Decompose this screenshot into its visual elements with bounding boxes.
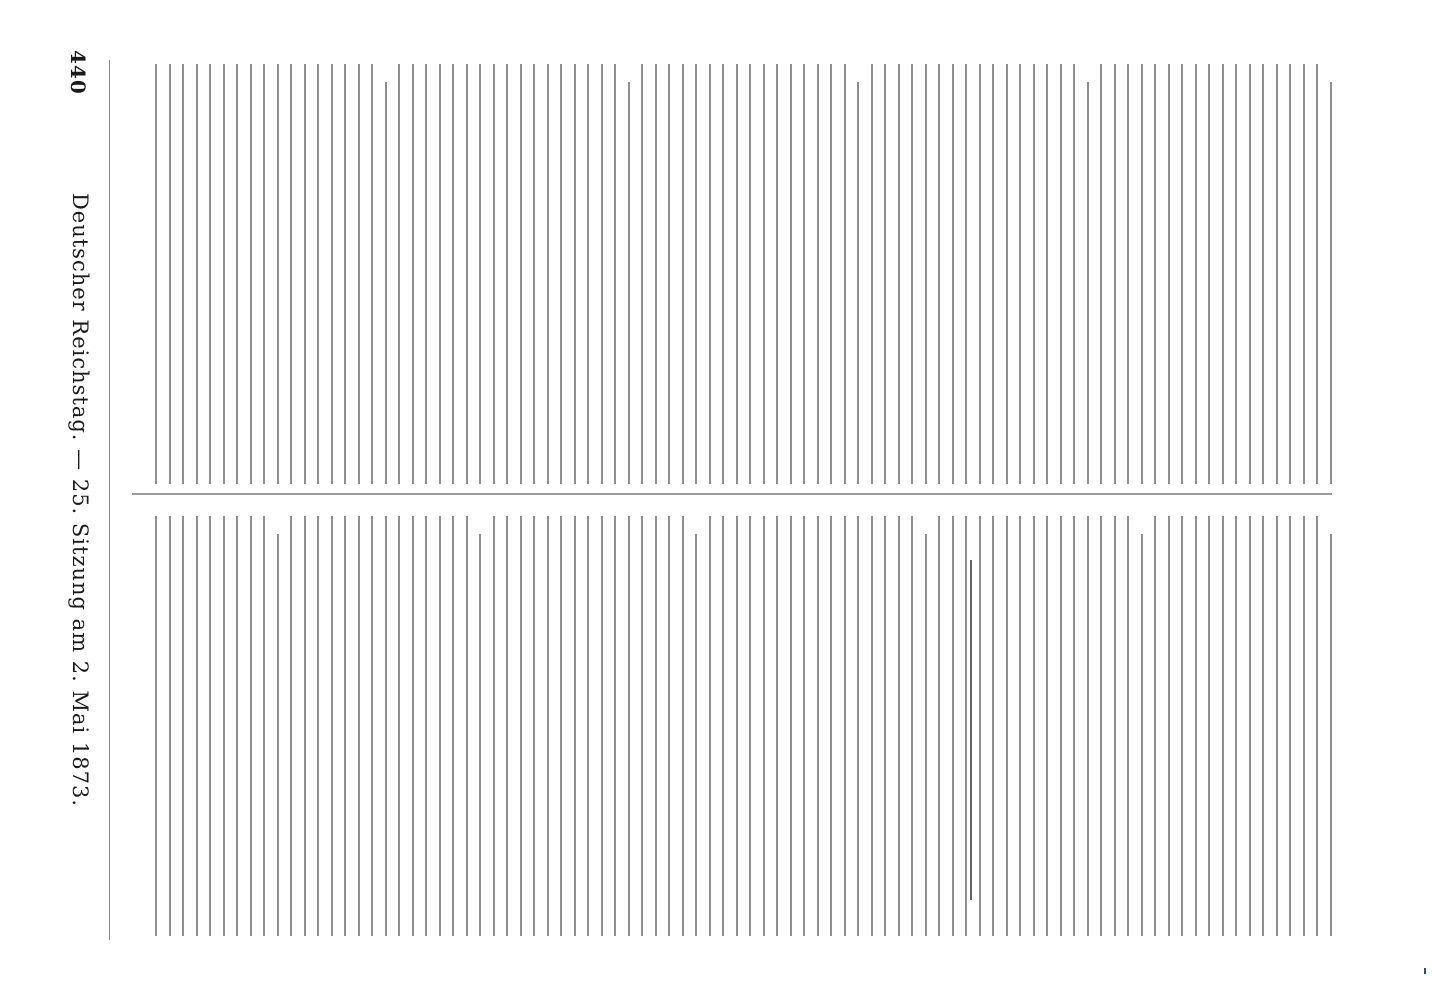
text-line (426, 64, 428, 484)
text-line (1101, 64, 1103, 484)
text-line (561, 516, 563, 936)
text-line (1006, 516, 1008, 936)
text-line (925, 534, 927, 936)
text-line (1128, 516, 1130, 936)
text-line (1114, 64, 1116, 484)
text-line (534, 64, 536, 484)
text-line (844, 516, 846, 936)
text-line (1182, 516, 1184, 936)
text-line (291, 64, 293, 484)
text-line (1033, 64, 1035, 484)
text-line (277, 64, 279, 484)
text-line (682, 516, 684, 936)
text-line (1303, 516, 1305, 936)
text-line (1330, 534, 1332, 936)
text-line (655, 516, 657, 936)
text-line (547, 516, 549, 936)
text-line (223, 64, 225, 484)
text-line (655, 64, 657, 484)
text-line (547, 64, 549, 484)
text-line (1290, 516, 1292, 936)
dfg-logo (1424, 968, 1426, 974)
text-line (669, 64, 671, 484)
text-line (561, 64, 563, 484)
text-line (763, 516, 765, 936)
page-header (50, 30, 110, 970)
text-line (1222, 516, 1224, 936)
text-line (574, 516, 576, 936)
text-line (1236, 64, 1238, 484)
text-line (534, 516, 536, 936)
text-line (1114, 516, 1116, 936)
text-line (399, 64, 401, 484)
text-column-right (132, 516, 1332, 936)
text-line (1020, 64, 1022, 484)
text-line (345, 516, 347, 936)
text-line (817, 516, 819, 936)
text-line (669, 516, 671, 936)
text-line (1006, 64, 1008, 484)
text-line (979, 516, 981, 936)
text-line (1141, 534, 1143, 936)
text-line (615, 64, 617, 484)
text-line (1317, 64, 1319, 484)
text-line (1047, 516, 1049, 936)
column-rule (132, 493, 1332, 495)
text-line (1249, 516, 1251, 936)
text-line (210, 516, 212, 936)
text-line (358, 64, 360, 484)
text-line (372, 516, 374, 936)
text-line (993, 64, 995, 484)
text-line (750, 64, 752, 484)
text-line (1087, 516, 1089, 936)
text-line (885, 516, 887, 936)
running-head: Deutscher Reichstag. — 25. Sitzung am 2. Mai 1873. (68, 192, 92, 808)
text-line (1168, 64, 1170, 484)
text-line (1263, 64, 1265, 484)
text-line (426, 516, 428, 936)
text-line (804, 516, 806, 936)
text-line (1060, 516, 1062, 936)
text-line (385, 516, 387, 936)
text-line (993, 516, 995, 936)
text-line (210, 64, 212, 484)
text-line (372, 64, 374, 484)
text-line (1236, 516, 1238, 936)
text-line (588, 516, 590, 936)
text-line (493, 64, 495, 484)
text-line (304, 64, 306, 484)
text-line (790, 64, 792, 484)
text-line (885, 64, 887, 484)
text-line (723, 64, 725, 484)
text-line (777, 64, 779, 484)
text-line (736, 516, 738, 936)
text-line (331, 64, 333, 484)
text-line (858, 82, 860, 484)
text-line (412, 516, 414, 936)
text-line (1020, 516, 1022, 936)
text-line (1263, 516, 1265, 936)
text-line (979, 64, 981, 484)
text-line (898, 64, 900, 484)
text-line (615, 516, 617, 936)
text-line (628, 82, 630, 484)
page-number: 440 (66, 50, 90, 95)
text-line (925, 64, 927, 484)
text-line (237, 516, 239, 936)
text-line (628, 516, 630, 936)
text-line (345, 64, 347, 484)
text-line (601, 64, 603, 484)
text-line (1101, 516, 1103, 936)
text-line (790, 516, 792, 936)
text-line (1330, 82, 1332, 484)
text-line (871, 64, 873, 484)
text-line (1141, 64, 1143, 484)
text-line (183, 516, 185, 936)
text-line (304, 516, 306, 936)
text-line (264, 64, 266, 484)
text-line (966, 516, 968, 936)
text-line (223, 516, 225, 936)
text-line (412, 64, 414, 484)
text-line (399, 516, 401, 936)
text-line (696, 64, 698, 484)
text-line (1276, 516, 1278, 936)
text-line (912, 64, 914, 484)
text-line (277, 534, 279, 936)
text-line (1303, 64, 1305, 484)
text-line (250, 64, 252, 484)
text-line (750, 516, 752, 936)
text-line (1209, 64, 1211, 484)
text-line (480, 534, 482, 936)
text-line (952, 516, 954, 936)
text-line (952, 64, 954, 484)
text-line (156, 64, 158, 484)
text-line (642, 64, 644, 484)
text-line (939, 516, 941, 936)
text-line (1060, 64, 1062, 484)
text-line (169, 516, 171, 936)
interjection-rule (970, 560, 972, 900)
text-line (196, 516, 198, 936)
text-line (709, 516, 711, 936)
text-line (912, 516, 914, 936)
text-line (169, 64, 171, 484)
text-line (291, 516, 293, 936)
text-line (858, 516, 860, 936)
text-line (1047, 64, 1049, 484)
text-line (183, 64, 185, 484)
text-line (480, 64, 482, 484)
text-line (520, 516, 522, 936)
text-line (1222, 64, 1224, 484)
text-line (817, 64, 819, 484)
text-line (601, 516, 603, 936)
text-line (682, 64, 684, 484)
text-line (777, 516, 779, 936)
text-line (453, 64, 455, 484)
text-line (1276, 64, 1278, 484)
text-line (1087, 82, 1089, 484)
text-line (966, 64, 968, 484)
text-line (250, 516, 252, 936)
text-line (939, 64, 941, 484)
text-line (264, 516, 266, 936)
text-line (804, 64, 806, 484)
text-line (1074, 516, 1076, 936)
header-rule (109, 60, 110, 940)
text-line (1155, 516, 1157, 936)
text-line (871, 516, 873, 936)
text-line (1128, 64, 1130, 484)
text-line (1074, 64, 1076, 484)
text-line (318, 64, 320, 484)
text-line (763, 64, 765, 484)
text-line (1195, 516, 1197, 936)
text-line (1195, 64, 1197, 484)
text-line (331, 516, 333, 936)
text-line (1033, 516, 1035, 936)
text-line (736, 64, 738, 484)
text-line (898, 516, 900, 936)
text-line (723, 516, 725, 936)
text-line (1249, 64, 1251, 484)
text-column-left (132, 64, 1332, 484)
text-line (1209, 516, 1211, 936)
text-line (831, 516, 833, 936)
text-line (1290, 64, 1292, 484)
text-line (507, 516, 509, 936)
text-line (156, 516, 158, 936)
text-line (237, 64, 239, 484)
text-line (1155, 64, 1157, 484)
text-line (574, 64, 576, 484)
text-line (642, 516, 644, 936)
text-line (1168, 516, 1170, 936)
text-line (318, 516, 320, 936)
text-line (1317, 516, 1319, 936)
text-line (466, 516, 468, 936)
text-line (507, 64, 509, 484)
text-line (844, 64, 846, 484)
text-line (1182, 64, 1184, 484)
text-line (831, 64, 833, 484)
text-line (520, 64, 522, 484)
text-line (385, 82, 387, 484)
text-line (466, 64, 468, 484)
text-line (493, 516, 495, 936)
text-line (196, 64, 198, 484)
text-line (439, 516, 441, 936)
text-line (709, 64, 711, 484)
text-line (696, 534, 698, 936)
text-line (453, 516, 455, 936)
text-line (358, 516, 360, 936)
text-line (439, 64, 441, 484)
text-line (588, 64, 590, 484)
